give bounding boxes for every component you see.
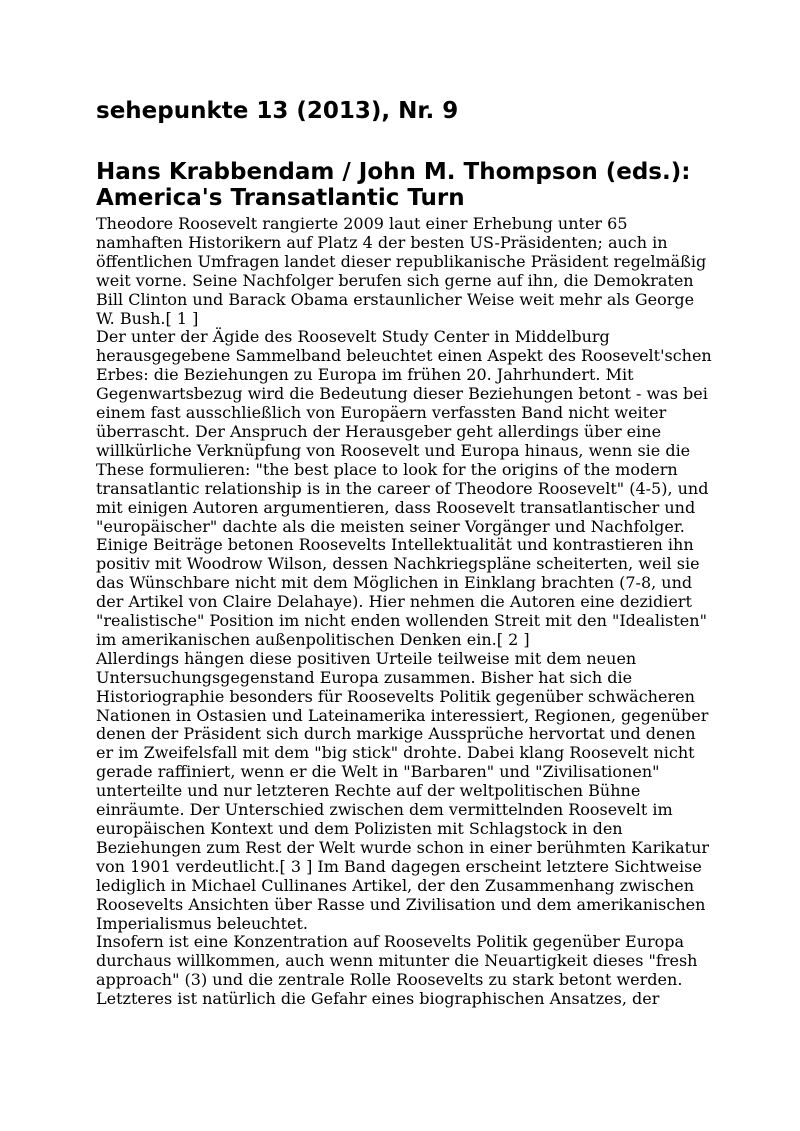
- footnote-link[interactable]: [ 1 ]: [165, 308, 199, 328]
- paragraph-text: Allerdings hängen diese positiven Urteile teilweise mit dem neuen Untersuchungsgegenstand Europa zusammen. Bisher hat sich die Historiographie besonders für Roosevelts Politik gegenüber schwächeren Nationen in Ostasien und Lateinamerika interessiert, Regionen, gegenüber denen der Präsident sich durch markige Aussprüche hervortat und denen er im Zweifelsfall mit dem "big stick" drohte. Dabei klang Roosevelt nicht gerade raffiniert, wenn er die Welt in "Barbaren" und "Zivilisationen" unterteilte und nur letzteren Rechte auf der weltpolitischen Bühne einräumte. Der Unterschied zwischen dem vermittelnden Roosevelt im europäischen Kontext und dem Polizisten mit Schlagstock in den Beziehungen zum Rest der Welt wurde schon in einer berühmten Karikatur von 1901 verdeutlicht.: [96, 648, 710, 876]
- paragraph-text-continued: Im Band dagegen erscheint letztere Sichtweise lediglich in Michael Cullinanes Artikel, der den Zusammenhang zwischen Roosevelts Ansichten über Rasse und Zivilisation und dem amerikanischen Imperialismus beleuchtet.: [96, 856, 706, 933]
- journal-heading: sehepunkte 13 (2013), Nr. 9: [96, 98, 459, 124]
- footnote-link[interactable]: [ 3 ]: [279, 856, 313, 876]
- review-body: [96, 215, 716, 1009]
- paragraph: [96, 328, 716, 649]
- paragraph: [96, 215, 716, 328]
- review-title: Hans Krabbendam / John M. Thompson (eds.): America's Transatlantic Turn: [96, 159, 691, 211]
- paragraph: [96, 933, 716, 1009]
- document-page: [96, 96, 716, 1009]
- footnote-link[interactable]: [ 2 ]: [496, 629, 530, 649]
- paragraph: [96, 650, 716, 934]
- paragraph-text: Theodore Roosevelt rangierte 2009 laut einer Erhebung unter 65 namhaften Historikern auf Platz 4 der besten US-Präsidenten; auch in öffentlichen Umfragen landet dieser republikanische Präsident regelmäßig weit vorne. Seine Nachfolger berufen sich gerne auf ihn, die Demokraten Bill Clinton und Barack Obama erstaunlicher Weise weit mehr als George W. Bush.: [96, 214, 707, 328]
- paragraph-text: Der unter der Ägide des Roosevelt Study Center in Middelburg herausgegebene Sammelband beleuchtet einen Aspekt des Roosevelt'schen Erbes: die Beziehungen zu Europa im frühen 20. Jahrhundert. Mit Gegenwartsbezug wird die Bedeutung dieser Beziehungen betont - was bei einem fast ausschließlich von Europäern verfassten Band nicht weiter überrascht. Der Anspruch der Herausgeber geht allerdings über eine willkürliche Verknüpfung von Roosevelt und Europa hinaus, wenn sie die These formulieren: "the best place to look for the origins of the modern transatlantic relationship is in the career of Theodore Roosevelt" (4-5), und mit einigen Autoren argumentieren, dass Roosevelt transatlantischer und "europäischer" dachte als die meisten seiner Vorgänger und Nachfolger. Einige Beiträge betonen Roosevelts Intellektualität und kontrastieren ihn positiv mit Woodrow Wilson, dessen Nachkriegspläne scheiterten, weil sie das Wünschbare nicht mit dem Möglichen in Einklang brachten (7-8, und der Artikel von Claire Delahaye). Hier nehmen die Autoren eine dezidiert "realistische" Position im nicht enden wollenden Streit mit den "Idealisten" im amerikanischen außenpolitischen Denken ein.: [96, 327, 712, 649]
- paragraph-text: Insofern ist eine Konzentration auf Roosevelts Politik gegenüber Europa durchaus willkommen, auch wenn mitunter die Neuartigkeit dieses "fresh approach" (3) und die zentrale Rolle Roosevelts zu stark betont werden. Letzteres ist natürlich die Gefahr eines biographischen Ansatzes, der: [96, 932, 698, 1009]
